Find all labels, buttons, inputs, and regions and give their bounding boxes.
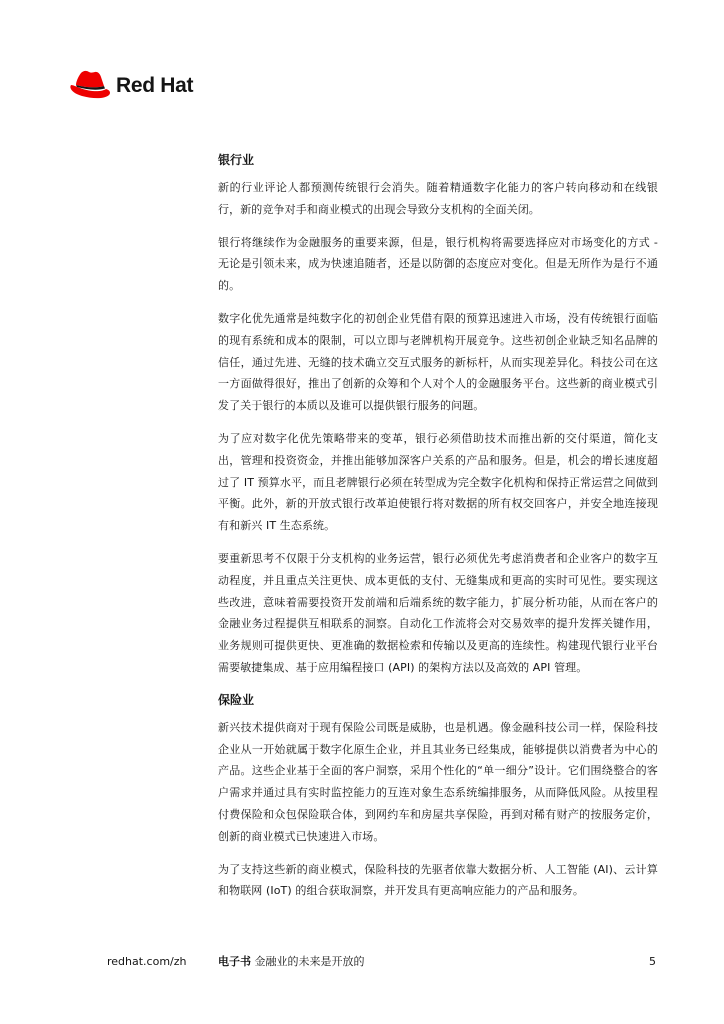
red-hat-logo [68, 68, 193, 102]
red-hat-icon [68, 68, 112, 102]
page-number: 5 [649, 955, 656, 968]
footer-ebook-label: 电子书 [218, 955, 251, 968]
paragraph: 新兴技术提供商对于现有保险公司既是威胁，也是机遇。像金融科技公司一样，保险科技企业从一开始就属于数字化原生企业，并且其业务已经集成，能够提供以消费者为中心的产品。这些企业基于全面的客户洞察，采用个性化的“单一细分”设计。它们围绕整合的客户需求并通过具有实时监控能力的互连对象生态系统编排服务，从而降低风险。从按里程付费保险和众包保险联合体，到网约车和房屋共享保险，再到对稀有财产的按服务定价，创新的商业模式已快速进入市场。 [218, 720, 658, 843]
section-heading: 银行业 [218, 153, 255, 167]
paragraph: 数字化优先通常是纯数字化的初创企业凭借有限的预算迅速进入市场，没有传统银行面临的现有系统和成本的限制，可以立即与老牌机构开展竞争。这些初创企业缺乏知名品牌的信任，通过先进、无缝的技术确立交互式服务的新标杆，从而实现差异化。科技公司在这一方面做得很好，推出了创新的众筹和个人对个人的金融服务平台。这些新的商业模式引发了关于银行的本质以及谁可以提供银行服务的问题。 [218, 311, 658, 413]
paragraph: 为了支持这些新的商业模式，保险科技的先驱者依靠大数据分析、人工智能 (AI)、云计算和物联网 (IoT) 的组合获取洞察，并开发具有更高响应能力的产品和服务。 [218, 862, 658, 898]
paragraph: 为了应对数字化优先策略带来的变革，银行必须借助技术而推出新的交付渠道，简化支出，管理和投资资金，并推出能够加深客户关系的产品和服务。但是，机会的增长速度超过了 IT 预算水平，而且老牌银行必须在转型成为完全数字化机构和保持正常运营之间做到平衡。此外，新的开放式银行改革迫使银行将对数据的所有权交回客户，并安全地连接现有和新兴 IT 生态系统。 [218, 431, 658, 533]
paragraph: 银行将继续作为金融服务的重要来源，但是，银行机构将需要选择应对市场变化的方式 - 无论是引领未来，成为快速追随者，还是以防御的态度应对变化。但是无所作为是行不通的。 [218, 235, 658, 293]
paragraph: 要重新思考不仅限于分支机构的业务运营，银行必须优先考虑消费者和企业客户的数字互动程度，并且重点关注更快、成本更低的支付、无缝集成和更高的实时可见性。要实现这些改进，意味着需要投资开发前端和后端系统的数字能力，扩展分析功能，从而在客户的金融业务过程提供互相联系的洞察。自动化工作流将会对交易效率的提升发挥关键作用，业务规则可提供更快、更准确的数据检索和传输以及更高的连续性。构建现代银行业平台需要敏捷集成、基于应用编程接口 (API) 的架构方法以及高效的 API 管理。 [218, 551, 658, 674]
section-heading: 保险业 [218, 692, 255, 707]
paragraph: 新的行业评论人都预测传统银行会消失。随着精通数字化能力的客户转向移动和在线银行，新的竞争对手和商业模式的出现会导致分支机构的全面关闭。 [218, 181, 658, 216]
footer-document-title: 金融业的未来是开放的 [254, 955, 365, 968]
footer-url[interactable]: redhat.com/zh [107, 955, 187, 968]
footer-title [218, 954, 365, 970]
main-content [218, 150, 658, 913]
section-insurance [218, 690, 658, 902]
logo-text: Red Hat [116, 74, 194, 97]
section-banking [218, 150, 658, 679]
